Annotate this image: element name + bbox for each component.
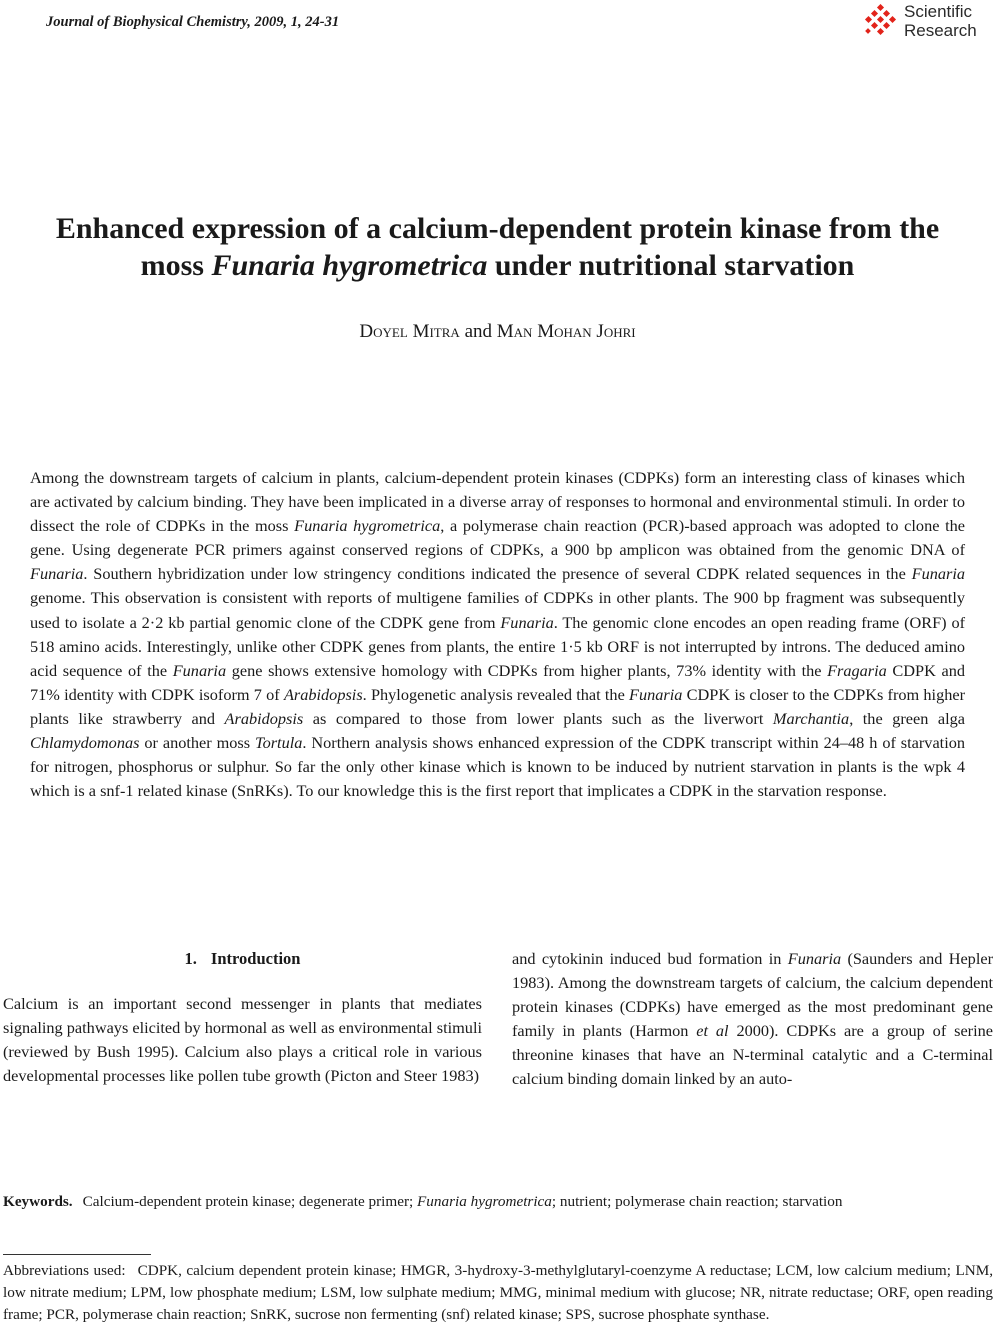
author-list: Doyel Mitra and Man Mohan Johri bbox=[359, 321, 636, 342]
right-column bbox=[512, 947, 993, 1092]
footnote-divider bbox=[3, 1254, 151, 1255]
section-heading: 1. Introduction bbox=[184, 949, 301, 968]
left-column bbox=[3, 947, 482, 1088]
abbreviations-footnote: Abbreviations used: CDPK, calcium dependent protein kinase; HMGR, 3-hydroxy-3-methylglutaryl-coenzyme A reductase; LCM, low calcium medium; LNM, low nitrate medium; LPM, low phosphate medium; LSM, low sulphate medium; MMG, minimal medium with glucose; NR, nitrate reductase; ORF, open reading frame; PCR, polymerase chain reaction; SnRK, sucrose non fermenting (snf) related kinase; SPS, sucrose phosphate synthase. bbox=[3, 1262, 993, 1323]
scientific-research-logo-icon bbox=[862, 4, 898, 40]
intro-paragraph-continued: and cytokinin induced bud formation in Funaria (Saunders and Hepler 1983). Among the downstream targets of calcium, the calcium dependent protein kinases (CDPKs) have emerged as the most predominant gene family in plants (Harmon et al 2000). CDPKs are a group of serine threonine kinases that have an N-terminal catalytic and a C-terminal calcium binding domain linked by an auto- bbox=[512, 949, 993, 1089]
paper-title: Enhanced expression of a calcium-dependent protein kinase from the moss Funaria hygrometrica under nutritional starvation bbox=[55, 212, 940, 282]
abstract: Among the downstream targets of calcium in plants, calcium-dependent protein kinases (CDPKs) form an interesting class of kinases which are activated by calcium binding. They have been implicated in a diverse array of responses to hormonal and environmental stimuli. In order to dissect the role of CDPKs in the moss Funaria hygrometrica, a polymerase chain reaction (PCR)-based approach was adopted to clone the gene. Using degenerate PCR primers against conserved regions of CDPKs, a 900 bp amplicon was obtained from the genomic DNA of Funaria. Southern hybridization under low stringency conditions indicated the presence of several CDPK related sequences in the Funaria genome. This observation is consistent with reports of multigene families of CDPKs in other plants. The 900 bp fragment was subsequently used to isolate a 2·2 kb partial genomic clone of the CDPK gene from Funaria. The genomic clone encodes an open reading frame (ORF) of 518 amino acids. Interestingly, unlike other CDPK genes from plants, the entire 1·5 kb ORF is not interrupted by introns. The deduced amino acid sequence of the Funaria gene shows extensive homology with CDPKs from higher plants, 73% identity with the Fragaria CDPK and 71% identity with CDPK isoform 7 of Arabidopsis. Phylogenetic analysis revealed that the Funaria CDPK is closer to the CDPKs from higher plants like strawberry and Arabidopsis as compared to those from lower plants such as the liverwort Marchantia, the green alga Chlamydomonas or another moss Tortula. Northern analysis shows enhanced expression of the CDPK transcript within 24–48 h of starvation for nitrogen, phosphorus or sulphur. So far the only other kinase which is known to be induced by nutrient starvation in plants is the wpk 4 which is a snf-1 related kinase (SnRKs). To our knowledge this is the first report that implicates a CDPK in the starvation response. bbox=[30, 468, 966, 801]
journal-citation: Journal of Biophysical Chemistry, 2009, 1, 24-31 bbox=[46, 14, 340, 30]
keywords: Keywords. Calcium-dependent protein kinase; degenerate primer; Funaria hygrometrica; nutrient; polymerase chain reaction; starvation bbox=[3, 1193, 843, 1210]
publisher-logo bbox=[862, 2, 992, 42]
publisher-name: Scientific Research bbox=[904, 2, 977, 40]
intro-paragraph: Calcium is an important second messenger in plants that mediates signaling pathways elicited by hormonal as well as environmental stimuli (reviewed by Bush 1995). Calcium also plays a critical role in various developmental processes like pollen tube growth (Picton and Steer 1983) bbox=[3, 994, 482, 1086]
